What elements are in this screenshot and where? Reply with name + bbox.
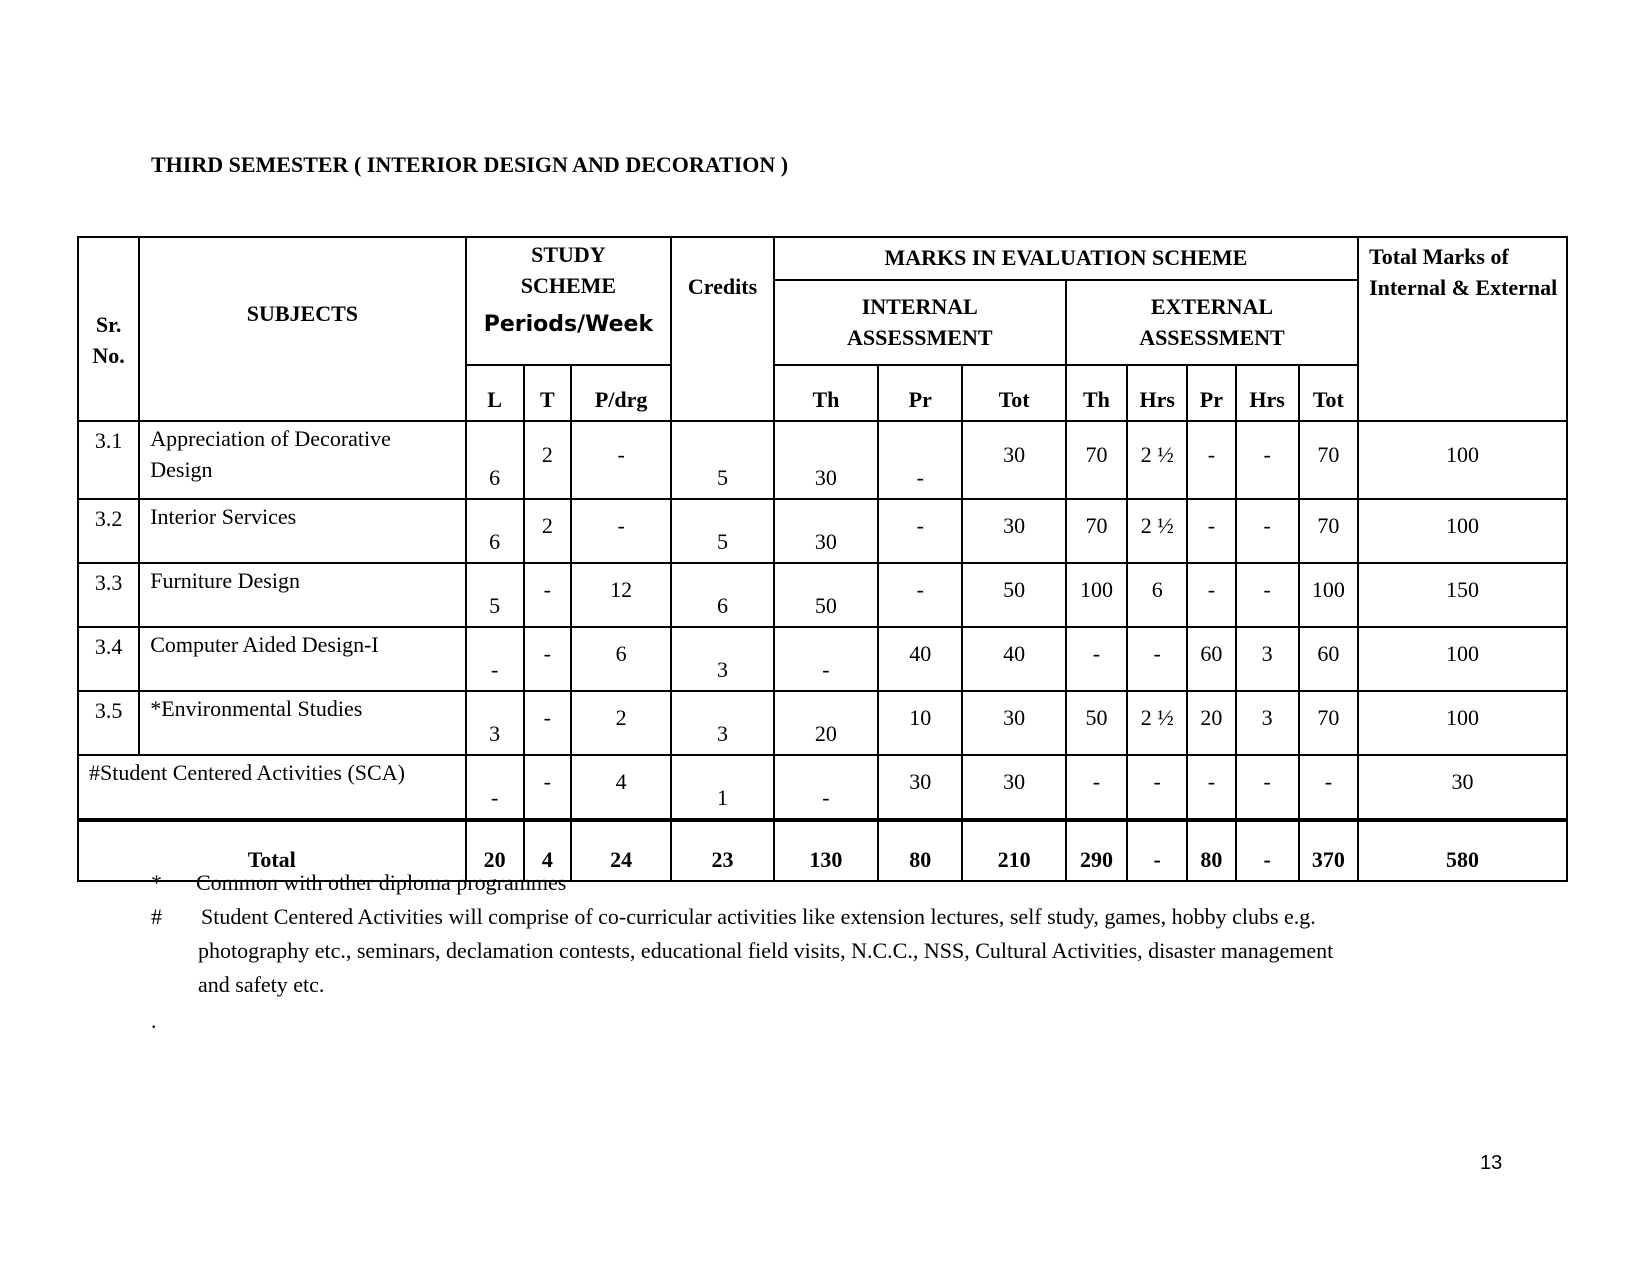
subject-cell: *Environmental Studies — [139, 691, 465, 755]
ext-pr-cell: - — [1187, 563, 1235, 627]
ext-hrs-cell: 2 ½ — [1127, 499, 1187, 563]
ext-tot-cell: 70 — [1299, 421, 1358, 499]
p-cell: 12 — [571, 563, 671, 627]
subject-cell: #Student Centered Activities (SCA) — [78, 755, 466, 820]
ext-tot-cell: 370 — [1299, 820, 1358, 881]
study-scheme-label: STUDY SCHEME — [520, 242, 617, 298]
ext-th-cell: 50 — [1066, 691, 1127, 755]
int-pr-cell: - — [878, 499, 962, 563]
sr-no-cell: 3.2 — [78, 499, 139, 563]
header-total-marks: Total Marks of Internal & External — [1358, 237, 1567, 421]
t-cell: 2 — [524, 499, 571, 563]
int-th-cell: 30 — [774, 499, 878, 563]
total-marks-cell: 580 — [1358, 820, 1567, 881]
ext-pr-cell: - — [1187, 499, 1235, 563]
l-cell: 20 — [466, 820, 524, 881]
header-ext-tot: Tot — [1299, 365, 1358, 421]
header-int-th: Th — [774, 365, 878, 421]
l-cell: - — [466, 755, 524, 820]
footnote-text: Student Centered Activities will comprise of co-curricular activities like extension lectures, self study, games, hobby clubs e.g. — [201, 904, 1316, 929]
int-th-cell: 130 — [774, 820, 878, 881]
int-th-cell: 20 — [774, 691, 878, 755]
ext-hrs-2-cell: - — [1236, 563, 1299, 627]
p-cell: - — [571, 421, 671, 499]
int-th-cell: 50 — [774, 563, 878, 627]
credits-cell: 1 — [671, 755, 773, 820]
sr-no-cell: 3.5 — [78, 691, 139, 755]
ext-hrs-2-cell: - — [1236, 499, 1299, 563]
header-ext-pr: Pr — [1187, 365, 1235, 421]
header-t: T — [524, 365, 571, 421]
ext-hrs-cell: 2 ½ — [1127, 691, 1187, 755]
table-row — [78, 691, 1567, 755]
credits-cell: 3 — [671, 691, 773, 755]
ext-th-cell: - — [1066, 627, 1127, 691]
p-cell: 6 — [571, 627, 671, 691]
header-l: L — [466, 365, 524, 421]
ext-hrs-cell: - — [1127, 627, 1187, 691]
credits-cell: 5 — [671, 421, 773, 499]
ext-tot-cell: - — [1299, 755, 1358, 820]
ext-tot-cell: 100 — [1299, 563, 1358, 627]
t-cell: 4 — [524, 820, 571, 881]
sca-row — [78, 755, 1567, 820]
table-row — [78, 563, 1567, 627]
t-cell: - — [524, 563, 571, 627]
p-cell: 24 — [571, 820, 671, 881]
t-cell: 2 — [524, 421, 571, 499]
ext-pr-cell: - — [1187, 755, 1235, 820]
int-th-cell: - — [774, 755, 878, 820]
t-cell: - — [524, 755, 571, 820]
page-title: THIRD SEMESTER ( INTERIOR DESIGN AND DECORATION ) — [151, 152, 789, 177]
int-tot-cell: 50 — [962, 563, 1065, 627]
footnote-sca — [151, 900, 1531, 934]
page-number: 13 — [1480, 1152, 1503, 1174]
p-cell: 2 — [571, 691, 671, 755]
int-tot-cell: 210 — [962, 820, 1065, 881]
footnotes — [151, 866, 1531, 1002]
credits-cell: 6 — [671, 563, 773, 627]
int-tot-cell: 30 — [962, 499, 1065, 563]
t-cell: - — [524, 691, 571, 755]
header-credits: Credits — [671, 237, 773, 421]
ext-hrs-2-cell: - — [1236, 421, 1299, 499]
header-ext-hrs-2: Hrs — [1236, 365, 1299, 421]
ext-hrs-cell: 6 — [1127, 563, 1187, 627]
credits-cell: 23 — [671, 820, 773, 881]
int-pr-cell: 10 — [878, 691, 962, 755]
ext-pr-cell: 60 — [1187, 627, 1235, 691]
total-marks-cell: 100 — [1358, 499, 1567, 563]
ext-hrs-2-cell: - — [1236, 755, 1299, 820]
footnote-symbol: * — [151, 870, 162, 895]
subject-cell: Furniture Design — [139, 563, 465, 627]
ext-pr-cell: 20 — [1187, 691, 1235, 755]
total-label: Total — [78, 820, 466, 881]
subject-cell: Interior Services — [139, 499, 465, 563]
header-sr-no: Sr. No. — [78, 237, 139, 421]
ext-th-cell: 290 — [1066, 820, 1127, 881]
total-marks-cell: 100 — [1358, 691, 1567, 755]
int-th-cell: - — [774, 627, 878, 691]
ext-th-cell: 70 — [1066, 499, 1127, 563]
table-row — [78, 421, 1567, 499]
sr-no-cell: 3.3 — [78, 563, 139, 627]
scheme-table — [77, 236, 1568, 882]
ext-pr-cell: 80 — [1187, 820, 1235, 881]
sr-no-cell: 3.4 — [78, 627, 139, 691]
int-pr-cell: - — [878, 421, 962, 499]
table-row — [78, 499, 1567, 563]
int-pr-cell: 80 — [878, 820, 962, 881]
ext-th-cell: - — [1066, 755, 1127, 820]
ext-hrs-2-cell: - — [1236, 820, 1299, 881]
table-row — [78, 627, 1567, 691]
ext-hrs-cell: - — [1127, 820, 1187, 881]
subject-cell: Appreciation of Decorative Design — [139, 421, 465, 499]
header-subjects: SUBJECTS — [139, 237, 465, 421]
l-cell: 6 — [466, 499, 524, 563]
int-tot-cell: 30 — [962, 421, 1065, 499]
header-ext-hrs: Hrs — [1127, 365, 1187, 421]
footnote-symbol: # — [151, 904, 162, 929]
l-cell: - — [466, 627, 524, 691]
header-marks-eval: MARKS IN EVALUATION SCHEME — [774, 237, 1358, 280]
t-cell: - — [524, 627, 571, 691]
periods-week-label: Periods/Week — [483, 311, 654, 337]
header-int-tot: Tot — [962, 365, 1065, 421]
ext-th-cell: 100 — [1066, 563, 1127, 627]
footnote-common — [151, 866, 1531, 900]
header-ext-th: Th — [1066, 365, 1127, 421]
ext-tot-cell: 70 — [1299, 499, 1358, 563]
total-marks-cell: 30 — [1358, 755, 1567, 820]
header-study-scheme — [466, 237, 672, 365]
trailing-dot: . — [151, 1008, 157, 1033]
int-tot-cell: 30 — [962, 755, 1065, 820]
int-pr-cell: - — [878, 563, 962, 627]
header-int-pr: Pr — [878, 365, 962, 421]
int-tot-cell: 40 — [962, 627, 1065, 691]
header-external: EXTERNAL ASSESSMENT — [1066, 280, 1358, 365]
l-cell: 5 — [466, 563, 524, 627]
total-marks-cell: 100 — [1358, 627, 1567, 691]
ext-tot-cell: 60 — [1299, 627, 1358, 691]
ext-hrs-cell: 2 ½ — [1127, 421, 1187, 499]
int-pr-cell: 40 — [878, 627, 962, 691]
credits-cell: 5 — [671, 499, 773, 563]
header-internal: INTERNAL ASSESSMENT — [774, 280, 1066, 365]
credits-cell: 3 — [671, 627, 773, 691]
ext-pr-cell: - — [1187, 421, 1235, 499]
footnote-continuation: and safety etc. — [198, 972, 325, 997]
total-marks-cell: 150 — [1358, 563, 1567, 627]
int-pr-cell: 30 — [878, 755, 962, 820]
header-pdrg: P/drg — [571, 365, 671, 421]
l-cell: 3 — [466, 691, 524, 755]
l-cell: 6 — [466, 421, 524, 499]
sr-no-cell: 3.1 — [78, 421, 139, 499]
p-cell: - — [571, 499, 671, 563]
subject-cell: Computer Aided Design-I — [139, 627, 465, 691]
ext-hrs-cell: - — [1127, 755, 1187, 820]
int-tot-cell: 30 — [962, 691, 1065, 755]
footnote-text: Common with other diploma programmes — [196, 870, 567, 895]
int-th-cell: 30 — [774, 421, 878, 499]
ext-th-cell: 70 — [1066, 421, 1127, 499]
footnote-continuation: photography etc., seminars, declamation contests, educational field visits, N.C.C., NSS, Cultural Activities, disaster management — [198, 938, 1334, 963]
ext-hrs-2-cell: 3 — [1236, 627, 1299, 691]
ext-hrs-2-cell: 3 — [1236, 691, 1299, 755]
p-cell: 4 — [571, 755, 671, 820]
total-marks-cell: 100 — [1358, 421, 1567, 499]
ext-tot-cell: 70 — [1299, 691, 1358, 755]
